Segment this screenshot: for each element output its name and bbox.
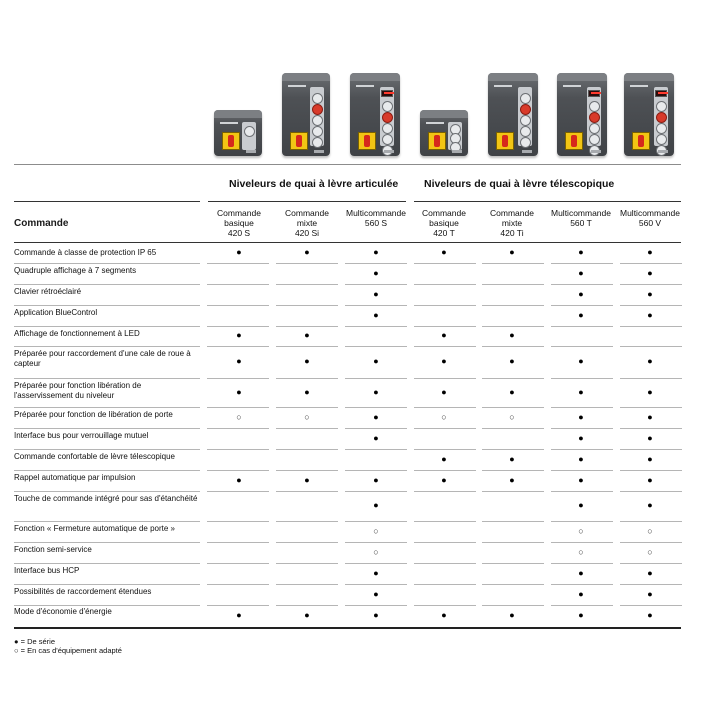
optional-mark: ○ xyxy=(236,412,242,422)
cell-separator xyxy=(620,305,682,306)
column-header-line: Commande xyxy=(490,208,534,218)
cell-separator xyxy=(276,449,338,450)
cell-separator xyxy=(345,449,407,450)
standard-mark: ● xyxy=(647,454,653,464)
standard-mark: ● xyxy=(373,356,379,366)
cell-separator xyxy=(414,584,476,585)
cell-separator xyxy=(207,584,269,585)
standard-mark: ● xyxy=(373,568,379,578)
optional-mark: ○ xyxy=(647,547,653,557)
row-separator xyxy=(14,605,200,606)
cell-separator xyxy=(345,584,407,585)
column-header-3 xyxy=(340,208,412,228)
standard-mark: ● xyxy=(578,610,584,620)
control-unit-image xyxy=(214,110,262,156)
standard-mark: ● xyxy=(373,310,379,320)
standard-mark: ● xyxy=(373,289,379,299)
cell-separator xyxy=(551,563,613,564)
optional-mark: ○ xyxy=(441,412,447,422)
standard-mark: ● xyxy=(578,356,584,366)
cell-separator xyxy=(620,378,682,379)
standard-mark: ● xyxy=(373,500,379,510)
column-header-2 xyxy=(271,208,343,238)
column-header-4 xyxy=(408,208,480,238)
table-bottom-divider xyxy=(14,627,681,629)
standard-mark: ● xyxy=(578,454,584,464)
column-header-line: Multicommande xyxy=(620,208,680,218)
standard-mark: ● xyxy=(304,247,310,257)
legend-optional: ○ = En cas d'équipement adapté xyxy=(14,646,122,655)
column-header-line: Multicommande xyxy=(551,208,611,218)
row-label: Clavier rétroéclairé xyxy=(14,287,82,296)
standard-mark: ● xyxy=(647,475,653,485)
optional-mark: ○ xyxy=(647,526,653,536)
cell-separator xyxy=(551,407,613,408)
standard-mark: ● xyxy=(373,610,379,620)
cell-separator xyxy=(207,305,269,306)
group-line-telescopic xyxy=(414,201,681,202)
cell-separator xyxy=(414,491,476,492)
legend-standard: ● = De série xyxy=(14,637,56,646)
cell-separator xyxy=(207,378,269,379)
cell-separator xyxy=(551,326,613,327)
cell-separator xyxy=(551,449,613,450)
optional-mark: ○ xyxy=(578,526,584,536)
standard-mark: ● xyxy=(509,330,515,340)
row-label: Commande à classe de protection IP 65 xyxy=(14,248,157,257)
cell-separator xyxy=(414,542,476,543)
row-label: Affichage de fonctionnement à LED xyxy=(14,329,140,338)
cell-separator xyxy=(551,521,613,522)
column-header-6 xyxy=(545,208,617,228)
cell-separator xyxy=(345,470,407,471)
header-bottom-divider xyxy=(14,242,681,243)
cell-separator xyxy=(414,428,476,429)
cell-separator xyxy=(551,284,613,285)
group-line-articulated xyxy=(208,201,406,202)
standard-mark: ● xyxy=(236,475,242,485)
standard-mark: ● xyxy=(441,330,447,340)
standard-mark: ● xyxy=(578,289,584,299)
cell-separator xyxy=(551,542,613,543)
standard-mark: ● xyxy=(441,387,447,397)
standard-mark: ● xyxy=(236,387,242,397)
standard-mark: ● xyxy=(578,433,584,443)
cell-separator xyxy=(276,284,338,285)
row-separator xyxy=(14,521,200,522)
row-separator xyxy=(14,563,200,564)
cell-separator xyxy=(207,605,269,606)
standard-mark: ● xyxy=(373,433,379,443)
cell-separator xyxy=(482,407,544,408)
cell-separator xyxy=(345,491,407,492)
standard-mark: ● xyxy=(441,475,447,485)
cell-separator xyxy=(482,470,544,471)
standard-mark: ● xyxy=(647,500,653,510)
standard-mark: ● xyxy=(304,387,310,397)
standard-mark: ● xyxy=(647,387,653,397)
standard-mark: ● xyxy=(373,387,379,397)
cell-separator xyxy=(482,491,544,492)
control-unit-image xyxy=(282,73,330,156)
column-header-line: mixte xyxy=(501,218,523,228)
cell-separator xyxy=(276,605,338,606)
cell-separator xyxy=(482,305,544,306)
standard-mark: ● xyxy=(509,356,515,366)
row-label: Application BlueControl xyxy=(14,308,98,317)
cell-separator xyxy=(345,326,407,327)
cell-separator xyxy=(276,521,338,522)
standard-mark: ● xyxy=(647,412,653,422)
cell-separator xyxy=(482,584,544,585)
cell-separator xyxy=(620,346,682,347)
cell-separator xyxy=(276,470,338,471)
column-header-line: Commande xyxy=(422,208,466,218)
row-label: Fonction semi-service xyxy=(14,545,92,554)
column-header-line: 420 S xyxy=(227,228,251,238)
cell-separator xyxy=(207,470,269,471)
standard-mark: ● xyxy=(304,330,310,340)
cell-separator xyxy=(620,584,682,585)
cell-separator xyxy=(551,263,613,264)
row-label: Rappel automatique par impulsion xyxy=(14,473,136,482)
column-header-line: 560 S xyxy=(364,218,388,228)
row-separator xyxy=(14,470,200,471)
cell-separator xyxy=(620,470,682,471)
cell-separator xyxy=(345,563,407,564)
row-separator xyxy=(14,491,200,492)
cell-separator xyxy=(207,326,269,327)
row-label: Mode d'économie d'énergie xyxy=(14,607,112,616)
cell-separator xyxy=(620,449,682,450)
control-unit-image xyxy=(420,110,468,156)
cell-separator xyxy=(207,563,269,564)
standard-mark: ● xyxy=(441,454,447,464)
standard-mark: ● xyxy=(304,475,310,485)
column-header-1 xyxy=(203,208,275,238)
cell-separator xyxy=(276,542,338,543)
cell-separator xyxy=(207,491,269,492)
standard-mark: ● xyxy=(578,268,584,278)
standard-mark: ● xyxy=(647,433,653,443)
row-label: Préparée pour fonction de libération de porte xyxy=(14,410,173,419)
column-header-line: Commande xyxy=(285,208,329,218)
standard-mark: ● xyxy=(647,247,653,257)
cell-separator xyxy=(620,284,682,285)
cell-separator xyxy=(482,521,544,522)
cell-separator xyxy=(345,407,407,408)
standard-mark: ● xyxy=(236,356,242,366)
control-unit-image xyxy=(488,73,538,156)
standard-mark: ● xyxy=(509,247,515,257)
cell-separator xyxy=(482,605,544,606)
cell-separator xyxy=(276,407,338,408)
cell-separator xyxy=(482,326,544,327)
row-label: Préparée pour fonction libération de l'asservissement du niveleur xyxy=(14,381,142,400)
standard-mark: ● xyxy=(647,589,653,599)
column-header-line: basique xyxy=(224,218,254,228)
row-separator xyxy=(14,378,200,379)
cell-separator xyxy=(414,470,476,471)
row-separator xyxy=(14,305,200,306)
cell-separator xyxy=(482,284,544,285)
cell-separator xyxy=(620,605,682,606)
standard-mark: ● xyxy=(647,356,653,366)
standard-mark: ● xyxy=(304,610,310,620)
optional-mark: ○ xyxy=(509,412,515,422)
optional-mark: ○ xyxy=(578,547,584,557)
row-label: Préparée pour raccordement d'une cale de roue à capteur xyxy=(14,349,191,368)
standard-mark: ● xyxy=(373,475,379,485)
standard-mark: ● xyxy=(509,475,515,485)
row-label: Interface bus pour verrouillage mutuel xyxy=(14,431,149,440)
row-label: Commande confortable de lèvre télescopique xyxy=(14,452,175,461)
cell-separator xyxy=(482,378,544,379)
standard-mark: ● xyxy=(578,412,584,422)
cell-separator xyxy=(551,491,613,492)
cell-separator xyxy=(551,378,613,379)
cell-separator xyxy=(414,305,476,306)
cell-separator xyxy=(207,284,269,285)
standard-mark: ● xyxy=(578,500,584,510)
row-separator xyxy=(14,428,200,429)
cell-separator xyxy=(414,407,476,408)
cell-separator xyxy=(414,346,476,347)
row-label: Fonction « Fermeture automatique de porte » xyxy=(14,524,175,533)
cell-separator xyxy=(620,326,682,327)
standard-mark: ● xyxy=(304,356,310,366)
standard-mark: ● xyxy=(578,589,584,599)
product-images xyxy=(0,0,720,160)
cell-separator xyxy=(276,584,338,585)
cell-separator xyxy=(620,407,682,408)
standard-mark: ● xyxy=(373,589,379,599)
cell-separator xyxy=(482,449,544,450)
group-heading-telescopic: Niveleurs de quai à lèvre télescopique xyxy=(424,178,615,190)
row-label: Touche de commande intégré pour sas d'étanchéité xyxy=(14,494,198,503)
column-header-line: 420 Si xyxy=(294,228,320,238)
standard-mark: ● xyxy=(236,610,242,620)
group-heading-articulated: Niveleurs de quai à lèvre articulée xyxy=(229,178,399,190)
row-label: Quadruple affichage à 7 segments xyxy=(14,266,137,275)
standard-mark: ● xyxy=(578,568,584,578)
cell-separator xyxy=(414,263,476,264)
cell-separator xyxy=(345,305,407,306)
cell-separator xyxy=(207,521,269,522)
cell-separator xyxy=(345,605,407,606)
top-divider xyxy=(14,164,681,165)
control-unit-image xyxy=(350,73,400,156)
cell-separator xyxy=(276,346,338,347)
cell-separator xyxy=(207,407,269,408)
cell-separator xyxy=(482,563,544,564)
cell-separator xyxy=(414,449,476,450)
cell-separator xyxy=(551,605,613,606)
cell-separator xyxy=(482,263,544,264)
cell-separator xyxy=(207,449,269,450)
cell-separator xyxy=(345,263,407,264)
standard-mark: ● xyxy=(509,610,515,620)
column-header-line: mixte xyxy=(296,218,318,228)
standard-mark: ● xyxy=(509,454,515,464)
row-separator xyxy=(14,407,200,408)
row-separator xyxy=(14,346,200,347)
cell-separator xyxy=(207,346,269,347)
cell-separator xyxy=(482,542,544,543)
column-header-line: basique xyxy=(429,218,459,228)
cell-separator xyxy=(345,521,407,522)
column-header-7 xyxy=(614,208,686,228)
table-title: Commande xyxy=(14,218,69,229)
cell-separator xyxy=(482,428,544,429)
cell-separator xyxy=(414,378,476,379)
cell-separator xyxy=(345,428,407,429)
column-header-line: Commande xyxy=(217,208,261,218)
column-header-5 xyxy=(476,208,548,238)
standard-mark: ● xyxy=(441,247,447,257)
standard-mark: ● xyxy=(441,356,447,366)
row-separator xyxy=(14,584,200,585)
cell-separator xyxy=(482,346,544,347)
standard-mark: ● xyxy=(236,247,242,257)
row-separator xyxy=(14,326,200,327)
header-top-divider xyxy=(14,201,200,202)
cell-separator xyxy=(414,326,476,327)
cell-separator xyxy=(620,491,682,492)
cell-separator xyxy=(345,542,407,543)
standard-mark: ● xyxy=(578,310,584,320)
row-separator xyxy=(14,542,200,543)
standard-mark: ● xyxy=(236,330,242,340)
optional-mark: ○ xyxy=(373,526,379,536)
column-header-line: 420 T xyxy=(433,228,455,238)
standard-mark: ● xyxy=(373,412,379,422)
standard-mark: ● xyxy=(647,268,653,278)
standard-mark: ● xyxy=(647,610,653,620)
cell-separator xyxy=(207,542,269,543)
control-unit-image xyxy=(624,73,674,156)
cell-separator xyxy=(414,521,476,522)
column-header-line: 560 V xyxy=(638,218,662,228)
column-header-line: Multicommande xyxy=(346,208,406,218)
cell-separator xyxy=(207,428,269,429)
optional-mark: ○ xyxy=(373,547,379,557)
standard-mark: ● xyxy=(647,310,653,320)
cell-separator xyxy=(345,284,407,285)
cell-separator xyxy=(551,584,613,585)
cell-separator xyxy=(620,263,682,264)
cell-separator xyxy=(620,563,682,564)
cell-separator xyxy=(207,263,269,264)
cell-separator xyxy=(276,491,338,492)
cell-separator xyxy=(551,305,613,306)
cell-separator xyxy=(414,605,476,606)
cell-separator xyxy=(345,346,407,347)
cell-separator xyxy=(551,470,613,471)
cell-separator xyxy=(276,263,338,264)
standard-mark: ● xyxy=(647,289,653,299)
cell-separator xyxy=(620,428,682,429)
cell-separator xyxy=(414,284,476,285)
cell-separator xyxy=(276,563,338,564)
optional-mark: ○ xyxy=(304,412,310,422)
cell-separator xyxy=(620,521,682,522)
row-separator xyxy=(14,449,200,450)
standard-mark: ● xyxy=(578,387,584,397)
cell-separator xyxy=(551,428,613,429)
standard-mark: ● xyxy=(647,568,653,578)
cell-separator xyxy=(345,378,407,379)
cell-separator xyxy=(276,378,338,379)
standard-mark: ● xyxy=(509,387,515,397)
cell-separator xyxy=(414,563,476,564)
standard-mark: ● xyxy=(373,268,379,278)
cell-separator xyxy=(276,326,338,327)
cell-separator xyxy=(551,346,613,347)
row-separator xyxy=(14,263,200,264)
cell-separator xyxy=(620,542,682,543)
standard-mark: ● xyxy=(578,475,584,485)
column-header-line: 420 Ti xyxy=(500,228,524,238)
standard-mark: ● xyxy=(441,610,447,620)
cell-separator xyxy=(276,428,338,429)
standard-mark: ● xyxy=(373,247,379,257)
column-header-line: 560 T xyxy=(570,218,592,228)
cell-separator xyxy=(276,305,338,306)
row-label: Possibilités de raccordement étendues xyxy=(14,587,152,596)
row-separator xyxy=(14,284,200,285)
control-unit-image xyxy=(557,73,607,156)
row-label: Interface bus HCP xyxy=(14,566,80,575)
standard-mark: ● xyxy=(578,247,584,257)
